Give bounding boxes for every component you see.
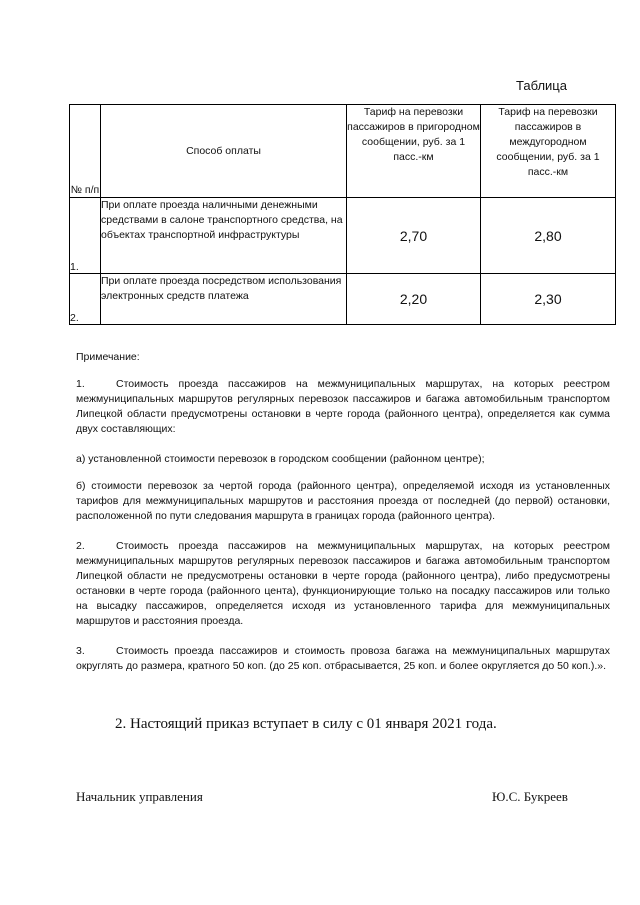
note-label: 1. bbox=[76, 378, 85, 390]
row-intercity-tariff: 2,80 bbox=[481, 198, 616, 274]
header-payment-method: Способ оплаты bbox=[101, 105, 347, 198]
note-text: Стоимость проезда пассажиров и стоимость провоза багажа на межмуниципальных маршрутах округлять до размера, кратного 50 коп. (до 25 коп. отбрасывается, 25 коп. и более округляется до 50 коп.).». bbox=[76, 645, 610, 672]
note-label: 3. bbox=[76, 645, 85, 657]
note-item-a: а) установленной стоимости перевозок в городском сообщении (районном центре); bbox=[76, 453, 485, 465]
note-item-1 bbox=[76, 377, 610, 437]
table-header-row bbox=[70, 105, 616, 198]
header-suburban-tariff: Тариф на перевозки пассажиров в пригородном сообщении, руб. за 1 пасс.-км bbox=[347, 105, 481, 198]
notes-section bbox=[76, 350, 610, 689]
row-number: 1. bbox=[70, 198, 101, 274]
row-payment-method: При оплате проезда наличными денежными средствами в салоне транспортного средства, на объектах транспортной инфраструктуры bbox=[101, 198, 347, 274]
signatory-name: Ю.С. Букреев bbox=[492, 789, 568, 804]
table-row bbox=[70, 198, 616, 274]
row-suburban-tariff: 2,70 bbox=[347, 198, 481, 274]
row-payment-method: При оплате проезда посредством использования электронных средств платежа bbox=[101, 274, 347, 325]
note-item-b: б) стоимости перевозок за чертой города (районного центра), определяемой исходя из установленных тарифов для межмуниципальных маршрутов и расстояния проезда от последней (до первой) остановки, расположенной по пути следования маршрута в границах города (районного центра). bbox=[76, 480, 610, 522]
row-intercity-tariff: 2,30 bbox=[481, 274, 616, 325]
notes-heading: Примечание: bbox=[76, 351, 140, 363]
header-intercity-tariff: Тариф на перевозки пассажиров в междугородном сообщении, руб. за 1 пасс.-км bbox=[481, 105, 616, 198]
note-text: Стоимость проезда пассажиров на межмуниципальных маршрутах, на которых реестром межмуниципальных маршрутов регулярных перевозок пассажиров и багажа автомобильным транспортом Липецкой области не предусмотрены остановки в черте города (районного центра), либо предусмотрены остановки в черте города (районного цента), функционирующие только на посадку пассажиров или только на высадку пассажиров, определяется исходя из установленного тарифа для межмуниципальных маршрутов и расстояния проезда. bbox=[76, 540, 610, 627]
note-text: Стоимость проезда пассажиров на межмуниципальных маршрутах, на которых реестром межмуниципальных маршрутов регулярных перевозок пассажиров и багажа автомобильным транспортом Липецкой области предусмотрены остановки в черте города (районного центра), определяется как сумма двух составляющих: bbox=[76, 378, 610, 435]
signatory-title: Начальник управления bbox=[76, 789, 203, 804]
order-effective-date: 2. Настоящий приказ вступает в силу с 01 января 2021 года. bbox=[115, 716, 497, 732]
row-suburban-tariff: 2,20 bbox=[347, 274, 481, 325]
note-item-3 bbox=[76, 644, 610, 674]
table-caption: Таблица bbox=[516, 78, 567, 93]
table-row bbox=[70, 274, 616, 325]
tariff-table bbox=[69, 104, 616, 325]
header-number: № п/п bbox=[70, 105, 101, 198]
row-number: 2. bbox=[70, 274, 101, 325]
note-item-2 bbox=[76, 539, 610, 629]
note-label: 2. bbox=[76, 540, 85, 552]
